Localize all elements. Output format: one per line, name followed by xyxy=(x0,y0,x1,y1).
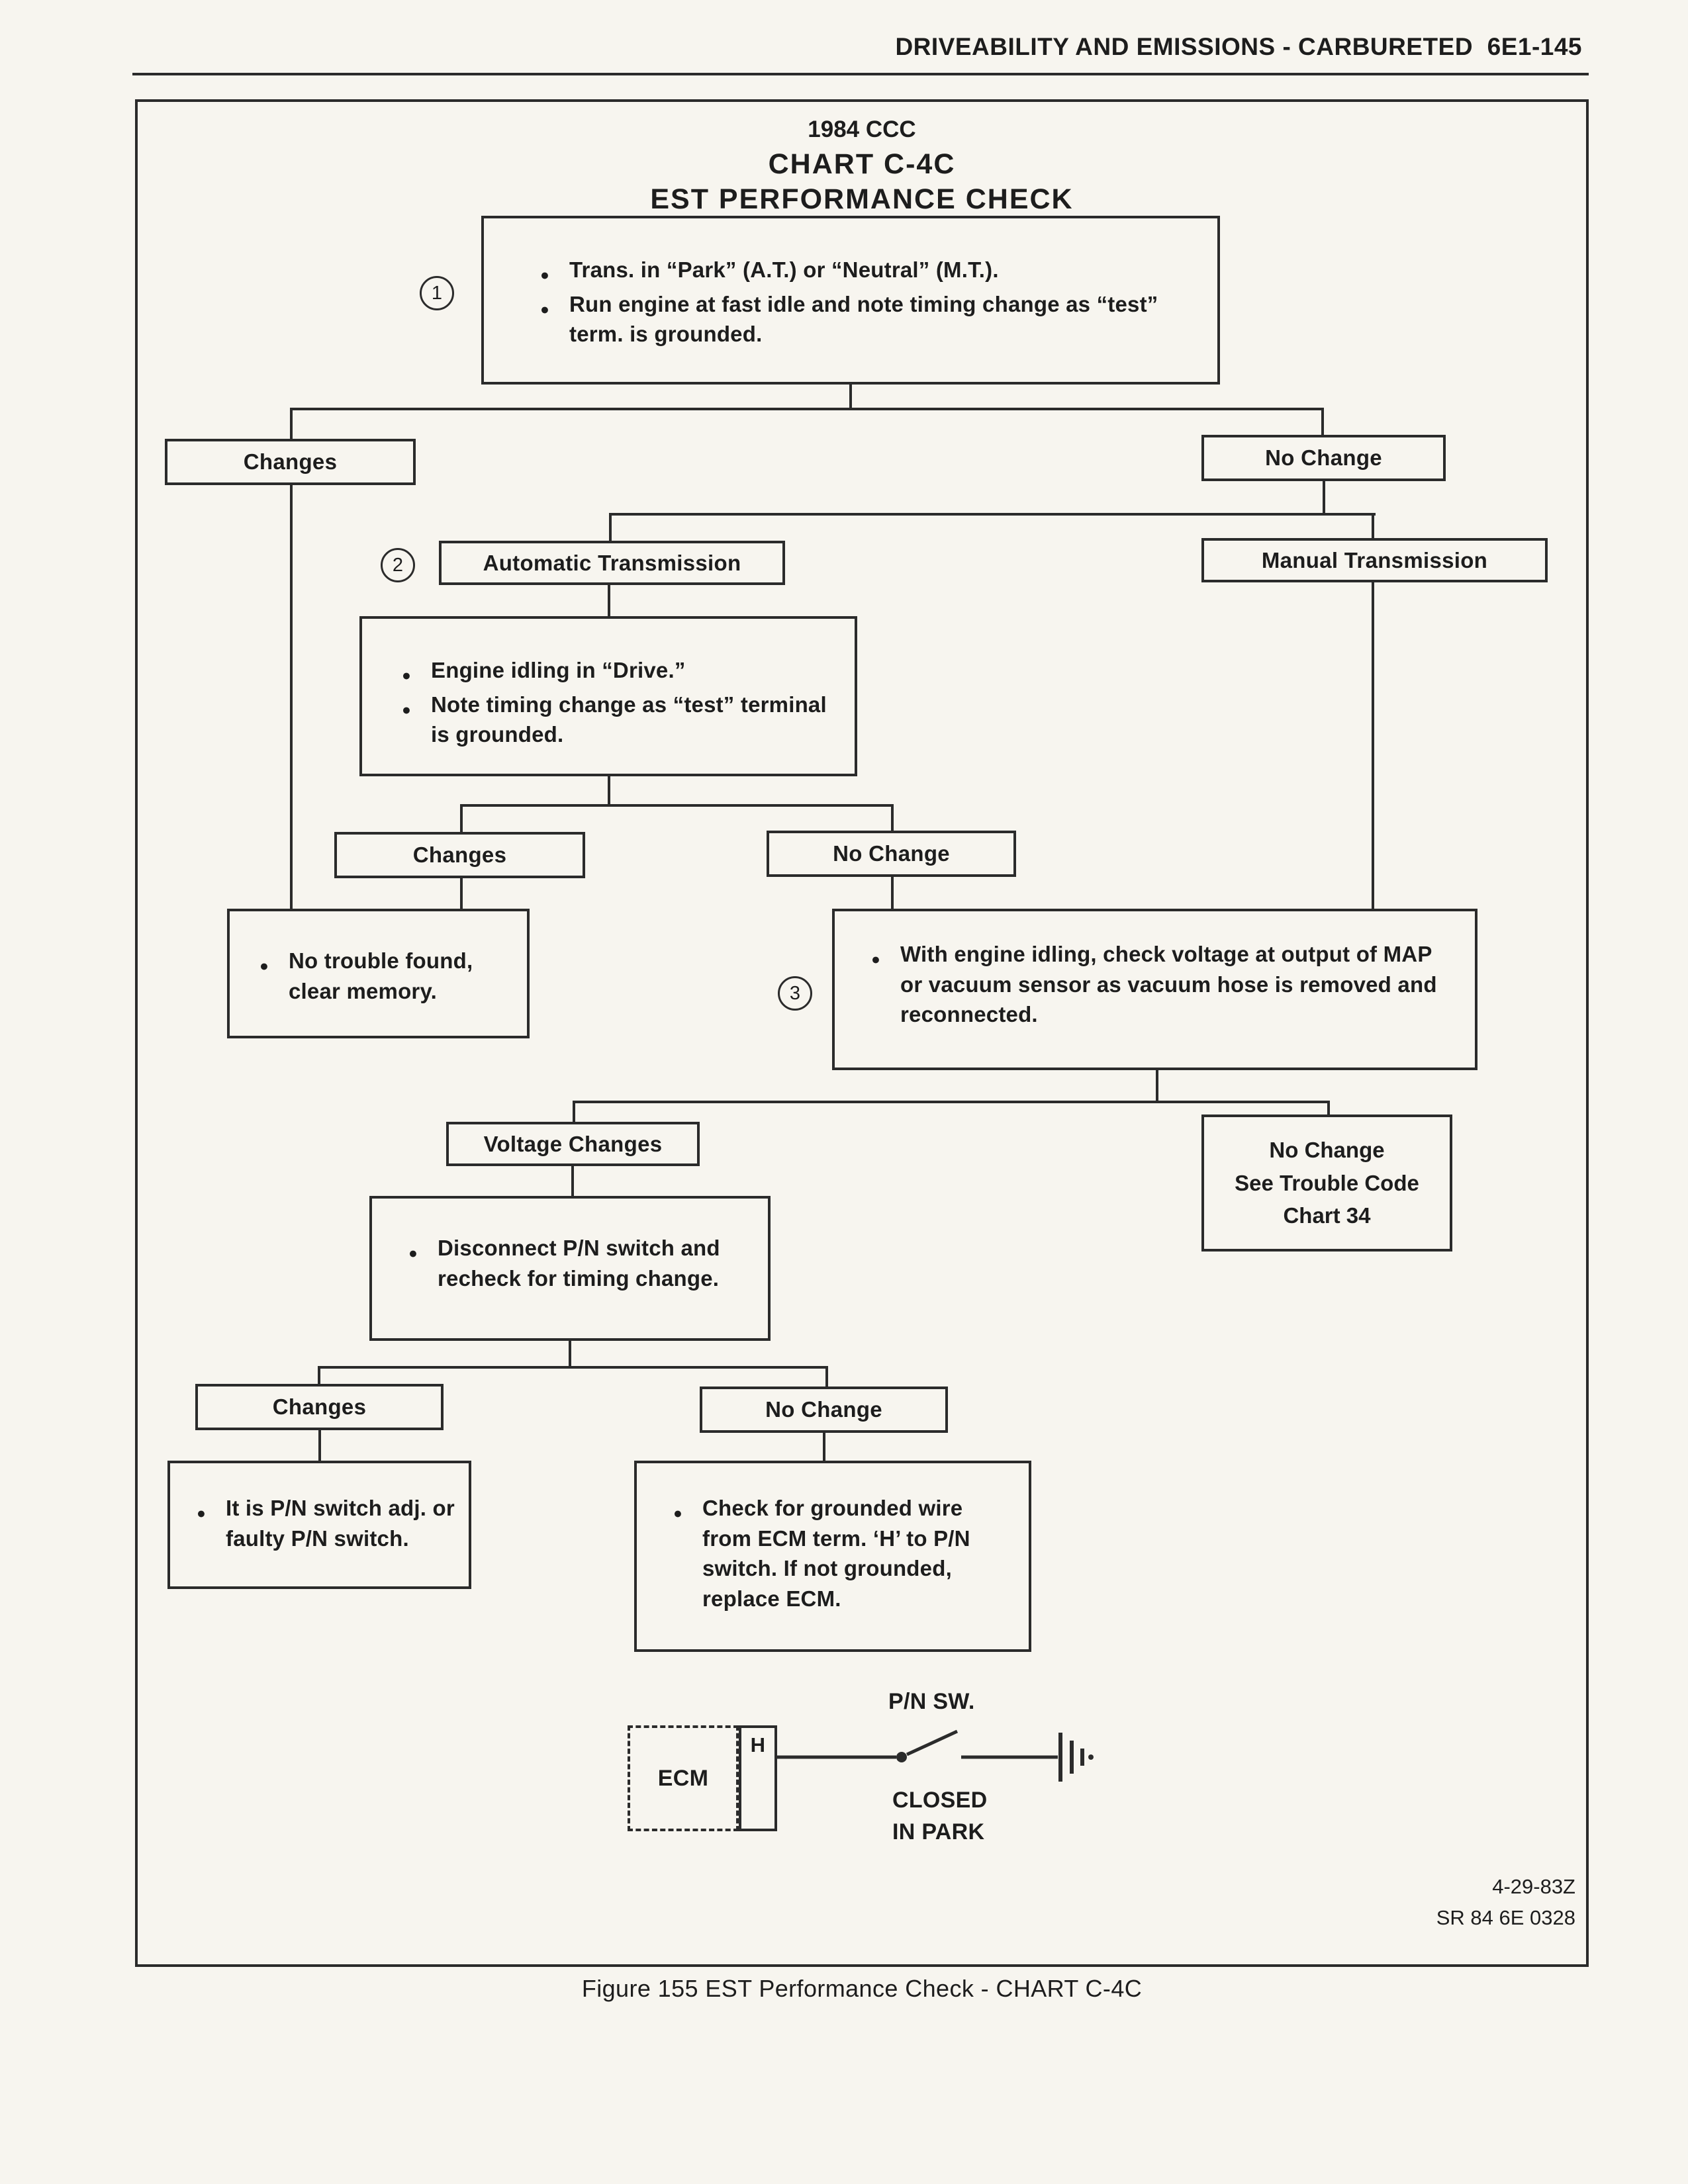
chart-title-line3: EST PERFORMANCE CHECK xyxy=(650,183,1074,215)
closed-line2: IN PARK xyxy=(892,1819,985,1844)
connector-line xyxy=(608,585,610,619)
node-step3-map-check xyxy=(832,909,1477,1070)
bullet-icon xyxy=(197,1493,226,1524)
step1-number-badge: 1 xyxy=(420,276,454,310)
step3-number-badge: 3 xyxy=(778,976,812,1011)
bullet-item xyxy=(408,1233,751,1293)
connector-line xyxy=(608,776,610,807)
connector-line xyxy=(290,408,293,441)
ecm-box xyxy=(628,1725,739,1831)
node-pn-recheck xyxy=(369,1196,771,1341)
bullet-text: Disconnect P/N switch and recheck for timing change. xyxy=(438,1236,720,1291)
node-automatic-transmission: Automatic Transmission xyxy=(439,541,785,585)
bullet-text: It is P/N switch adj. or faulty P/N switch. xyxy=(226,1496,455,1551)
page-header: DRIVEABILITY AND EMISSIONS - CARBURETED 6E1-145 xyxy=(895,33,1582,60)
node-voltage-changes: Voltage Changes xyxy=(446,1122,700,1166)
connector-line xyxy=(569,1341,571,1369)
connector-line xyxy=(573,1101,575,1124)
bullet-text: With engine idling, check voltage at output of MAP or vacuum sensor as vacuum hose is removed and reconnected. xyxy=(900,942,1437,1027)
connector-line xyxy=(290,485,293,911)
bullet-item xyxy=(540,289,1191,349)
bullet-icon xyxy=(259,946,289,976)
bullet-item xyxy=(259,946,514,1006)
bullet-text: Check for grounded wire from ECM term. ‘H’ to P/N switch. If not grounded, replace ECM. xyxy=(702,1496,970,1611)
bullet-text: No trouble found, clear memory. xyxy=(289,948,473,1003)
connector-line xyxy=(891,877,894,911)
no-change-line3: Chart 34 xyxy=(1283,1203,1371,1228)
connector-line xyxy=(290,408,1324,410)
figure-caption: Figure 155 EST Performance Check - CHART C-4C xyxy=(581,1975,1143,2002)
bullet-icon xyxy=(540,289,569,320)
no-change-line1: No Change xyxy=(1269,1138,1385,1163)
bullet-text: Run engine at fast idle and note timing change as “test” term. is grounded. xyxy=(569,291,1158,347)
bullet-item xyxy=(871,939,1455,1030)
revision-line2: SR 84 6E 0328 xyxy=(1436,1905,1575,1929)
connector-line xyxy=(460,804,894,807)
closed-in-park-label xyxy=(892,1785,987,1848)
bullet-item xyxy=(402,690,835,750)
node-step1 xyxy=(481,216,1220,385)
closed-line1: CLOSED xyxy=(892,1788,988,1813)
header-rule xyxy=(132,73,1589,75)
node-no-trouble xyxy=(227,909,530,1038)
ecm-terminal-box xyxy=(739,1725,777,1831)
connector-line xyxy=(1372,582,1374,911)
connector-line xyxy=(849,383,852,410)
node-no-change-1: No Change xyxy=(1201,435,1446,481)
chart-title-line2: CHART C-4C xyxy=(768,148,956,180)
bullet-text: Engine idling in “Drive.” xyxy=(431,658,686,682)
node-manual-transmission: Manual Transmission xyxy=(1201,538,1548,582)
connector-line xyxy=(825,1366,828,1389)
bullet-item xyxy=(402,655,835,686)
node-changes-3: Changes xyxy=(195,1384,444,1430)
connector-line xyxy=(891,804,894,833)
node-changes-1: Changes xyxy=(165,439,416,485)
connector-line xyxy=(1323,481,1325,516)
connector-line xyxy=(609,513,1376,516)
connector-line xyxy=(318,1366,828,1369)
node-no-change-2: No Change xyxy=(767,831,1016,877)
bullet-item xyxy=(540,255,1191,285)
bullet-icon xyxy=(408,1233,438,1263)
pn-sw-label: P/N SW. xyxy=(888,1689,975,1714)
bullet-icon xyxy=(871,939,900,970)
connector-line xyxy=(609,513,612,543)
connector-line xyxy=(318,1430,321,1463)
bullet-icon xyxy=(402,690,431,720)
bullet-icon xyxy=(402,655,431,686)
connector-line xyxy=(460,804,463,835)
bullet-icon xyxy=(673,1493,702,1524)
bullet-item xyxy=(197,1493,455,1553)
connector-line xyxy=(823,1433,825,1463)
node-pn-switch-fault xyxy=(167,1461,471,1589)
connector-line xyxy=(573,1101,1330,1103)
bullet-item xyxy=(673,1493,1002,1614)
connector-line xyxy=(460,878,463,911)
step2-number-badge: 2 xyxy=(381,548,415,582)
connector-line xyxy=(1321,408,1324,437)
node-changes-2: Changes xyxy=(334,832,585,878)
terminal-h-label: H xyxy=(750,1733,766,1756)
no-change-line2: See Trouble Code xyxy=(1235,1170,1419,1195)
connector-line xyxy=(1372,513,1374,541)
bullet-text: Note timing change as “test” terminal is grounded. xyxy=(431,692,827,747)
connector-line xyxy=(1156,1070,1158,1103)
node-no-change-trouble-code xyxy=(1201,1115,1452,1251)
connector-line xyxy=(571,1166,574,1199)
bullet-icon xyxy=(540,255,569,285)
node-check-grounded-wire xyxy=(634,1461,1031,1652)
revision-stamp xyxy=(1337,1872,1575,1933)
revision-line1: 4-29-83Z xyxy=(1492,1875,1575,1898)
chart-title-line1: 1984 CCC xyxy=(808,116,916,142)
bullet-text: Trans. in “Park” (A.T.) or “Neutral” (M.T.). xyxy=(569,257,999,282)
ecm-label: ECM xyxy=(657,1765,709,1791)
chart-title-block xyxy=(135,116,1589,216)
node-no-change-4: No Change xyxy=(700,1387,948,1433)
node-drive-check xyxy=(359,616,857,776)
